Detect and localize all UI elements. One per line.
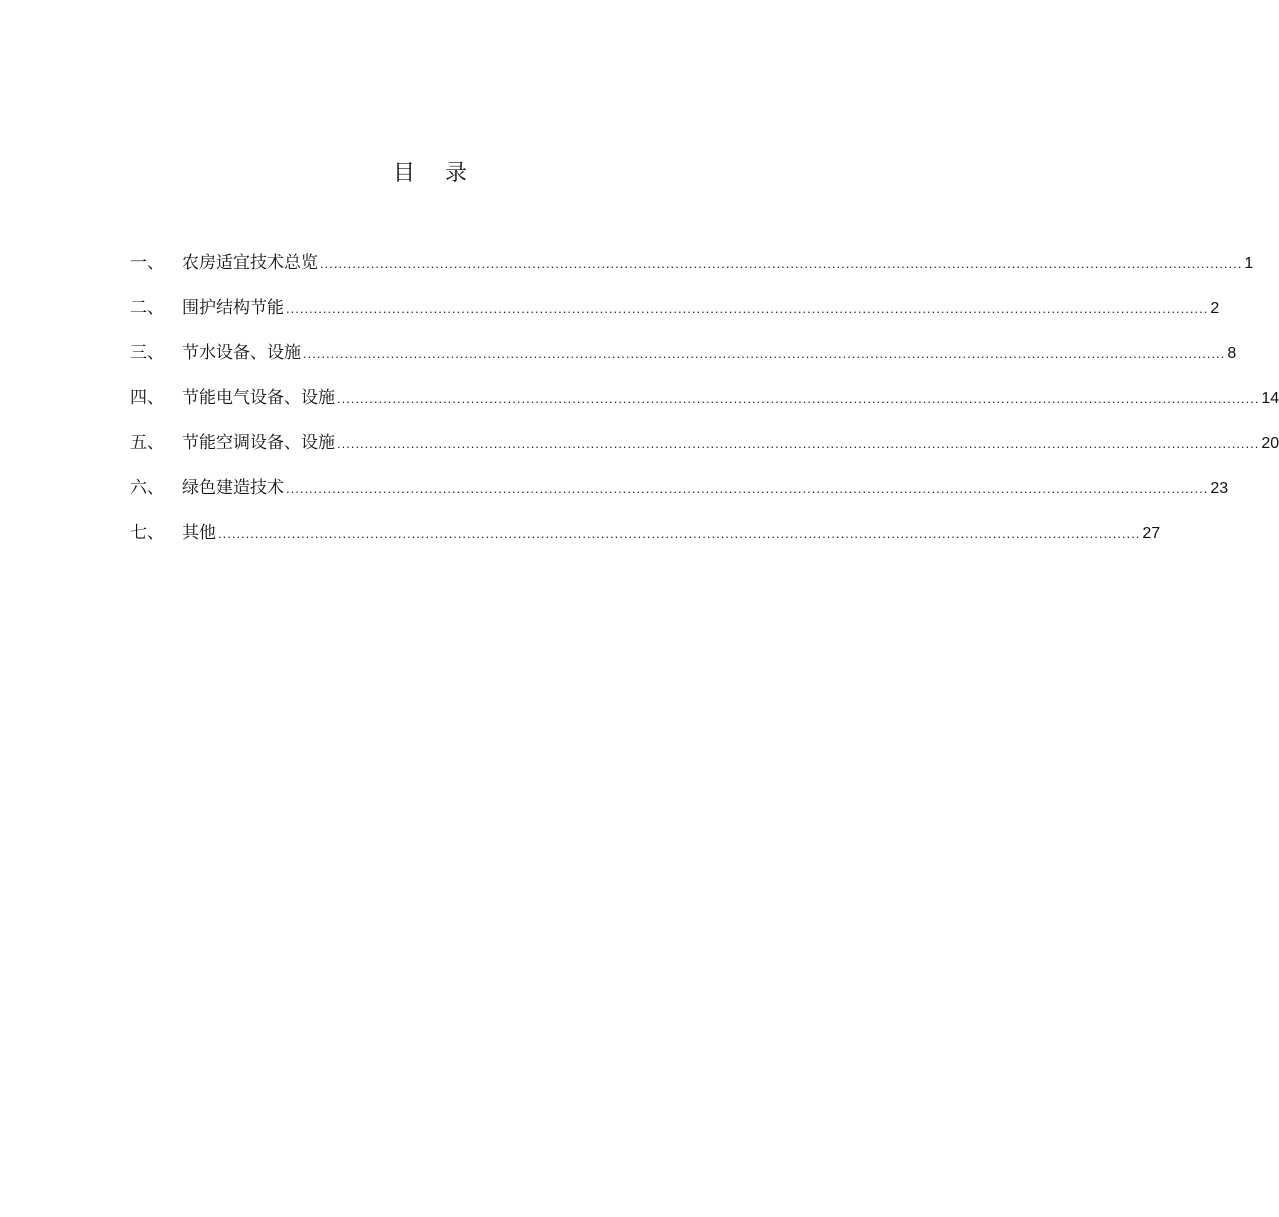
page-title	[0, 156, 860, 187]
toc-dot-leader: ........................................................................................................................................................................................................	[218, 526, 1141, 541]
toc-entry-title: 节水设备、设施	[182, 343, 301, 363]
toc-entry-title: 其他	[182, 523, 216, 543]
toc-entry-page: 8	[1227, 345, 1237, 362]
toc-entry-number: 三、	[130, 343, 164, 363]
toc-entry-page: 20	[1261, 435, 1279, 452]
toc-entry[interactable]	[130, 293, 1220, 338]
toc-entry-title: 围护结构节能	[182, 298, 284, 318]
toc-entry-number: 二、	[130, 298, 164, 318]
toc-entry-page: 1	[1244, 255, 1254, 272]
title-char-1: 目	[392, 161, 415, 186]
toc-entry-number: 一、	[130, 253, 164, 273]
toc-entry[interactable]	[130, 383, 1279, 428]
toc-entry[interactable]	[130, 428, 1279, 473]
title-char-2: 录	[445, 161, 468, 186]
toc-entry-number: 六、	[130, 478, 164, 498]
toc-entry-title: 农房适宜技术总览	[182, 253, 318, 273]
toc-entry-title: 绿色建造技术	[182, 478, 284, 498]
toc-dot-leader: ........................................................................................................................................................................................................	[303, 346, 1226, 361]
toc-dot-leader: ........................................................................................................................................................................................................	[337, 436, 1260, 451]
toc-entry[interactable]	[130, 248, 1254, 293]
toc-dot-leader: ........................................................................................................................................................................................................	[320, 256, 1243, 271]
toc-entry-page: 27	[1142, 525, 1161, 542]
toc-dot-leader: ........................................................................................................................................................................................................	[286, 481, 1209, 496]
toc-entry-number: 四、	[130, 388, 164, 408]
toc-entry-number: 七、	[130, 523, 164, 543]
toc-entry-number: 五、	[130, 433, 164, 453]
table-of-contents	[130, 248, 1279, 563]
toc-entry-title: 节能空调设备、设施	[182, 433, 335, 453]
toc-entry-page: 23	[1210, 480, 1229, 497]
toc-entry[interactable]	[130, 338, 1237, 383]
toc-dot-leader: ........................................................................................................................................................................................................	[337, 391, 1260, 406]
toc-entry[interactable]	[130, 473, 1229, 518]
toc-entry-title: 节能电气设备、设施	[182, 388, 335, 408]
toc-entry-page: 14	[1261, 390, 1279, 407]
toc-entry-page: 2	[1210, 300, 1220, 317]
toc-dot-leader: ........................................................................................................................................................................................................	[286, 301, 1209, 316]
toc-entry[interactable]	[130, 518, 1161, 563]
